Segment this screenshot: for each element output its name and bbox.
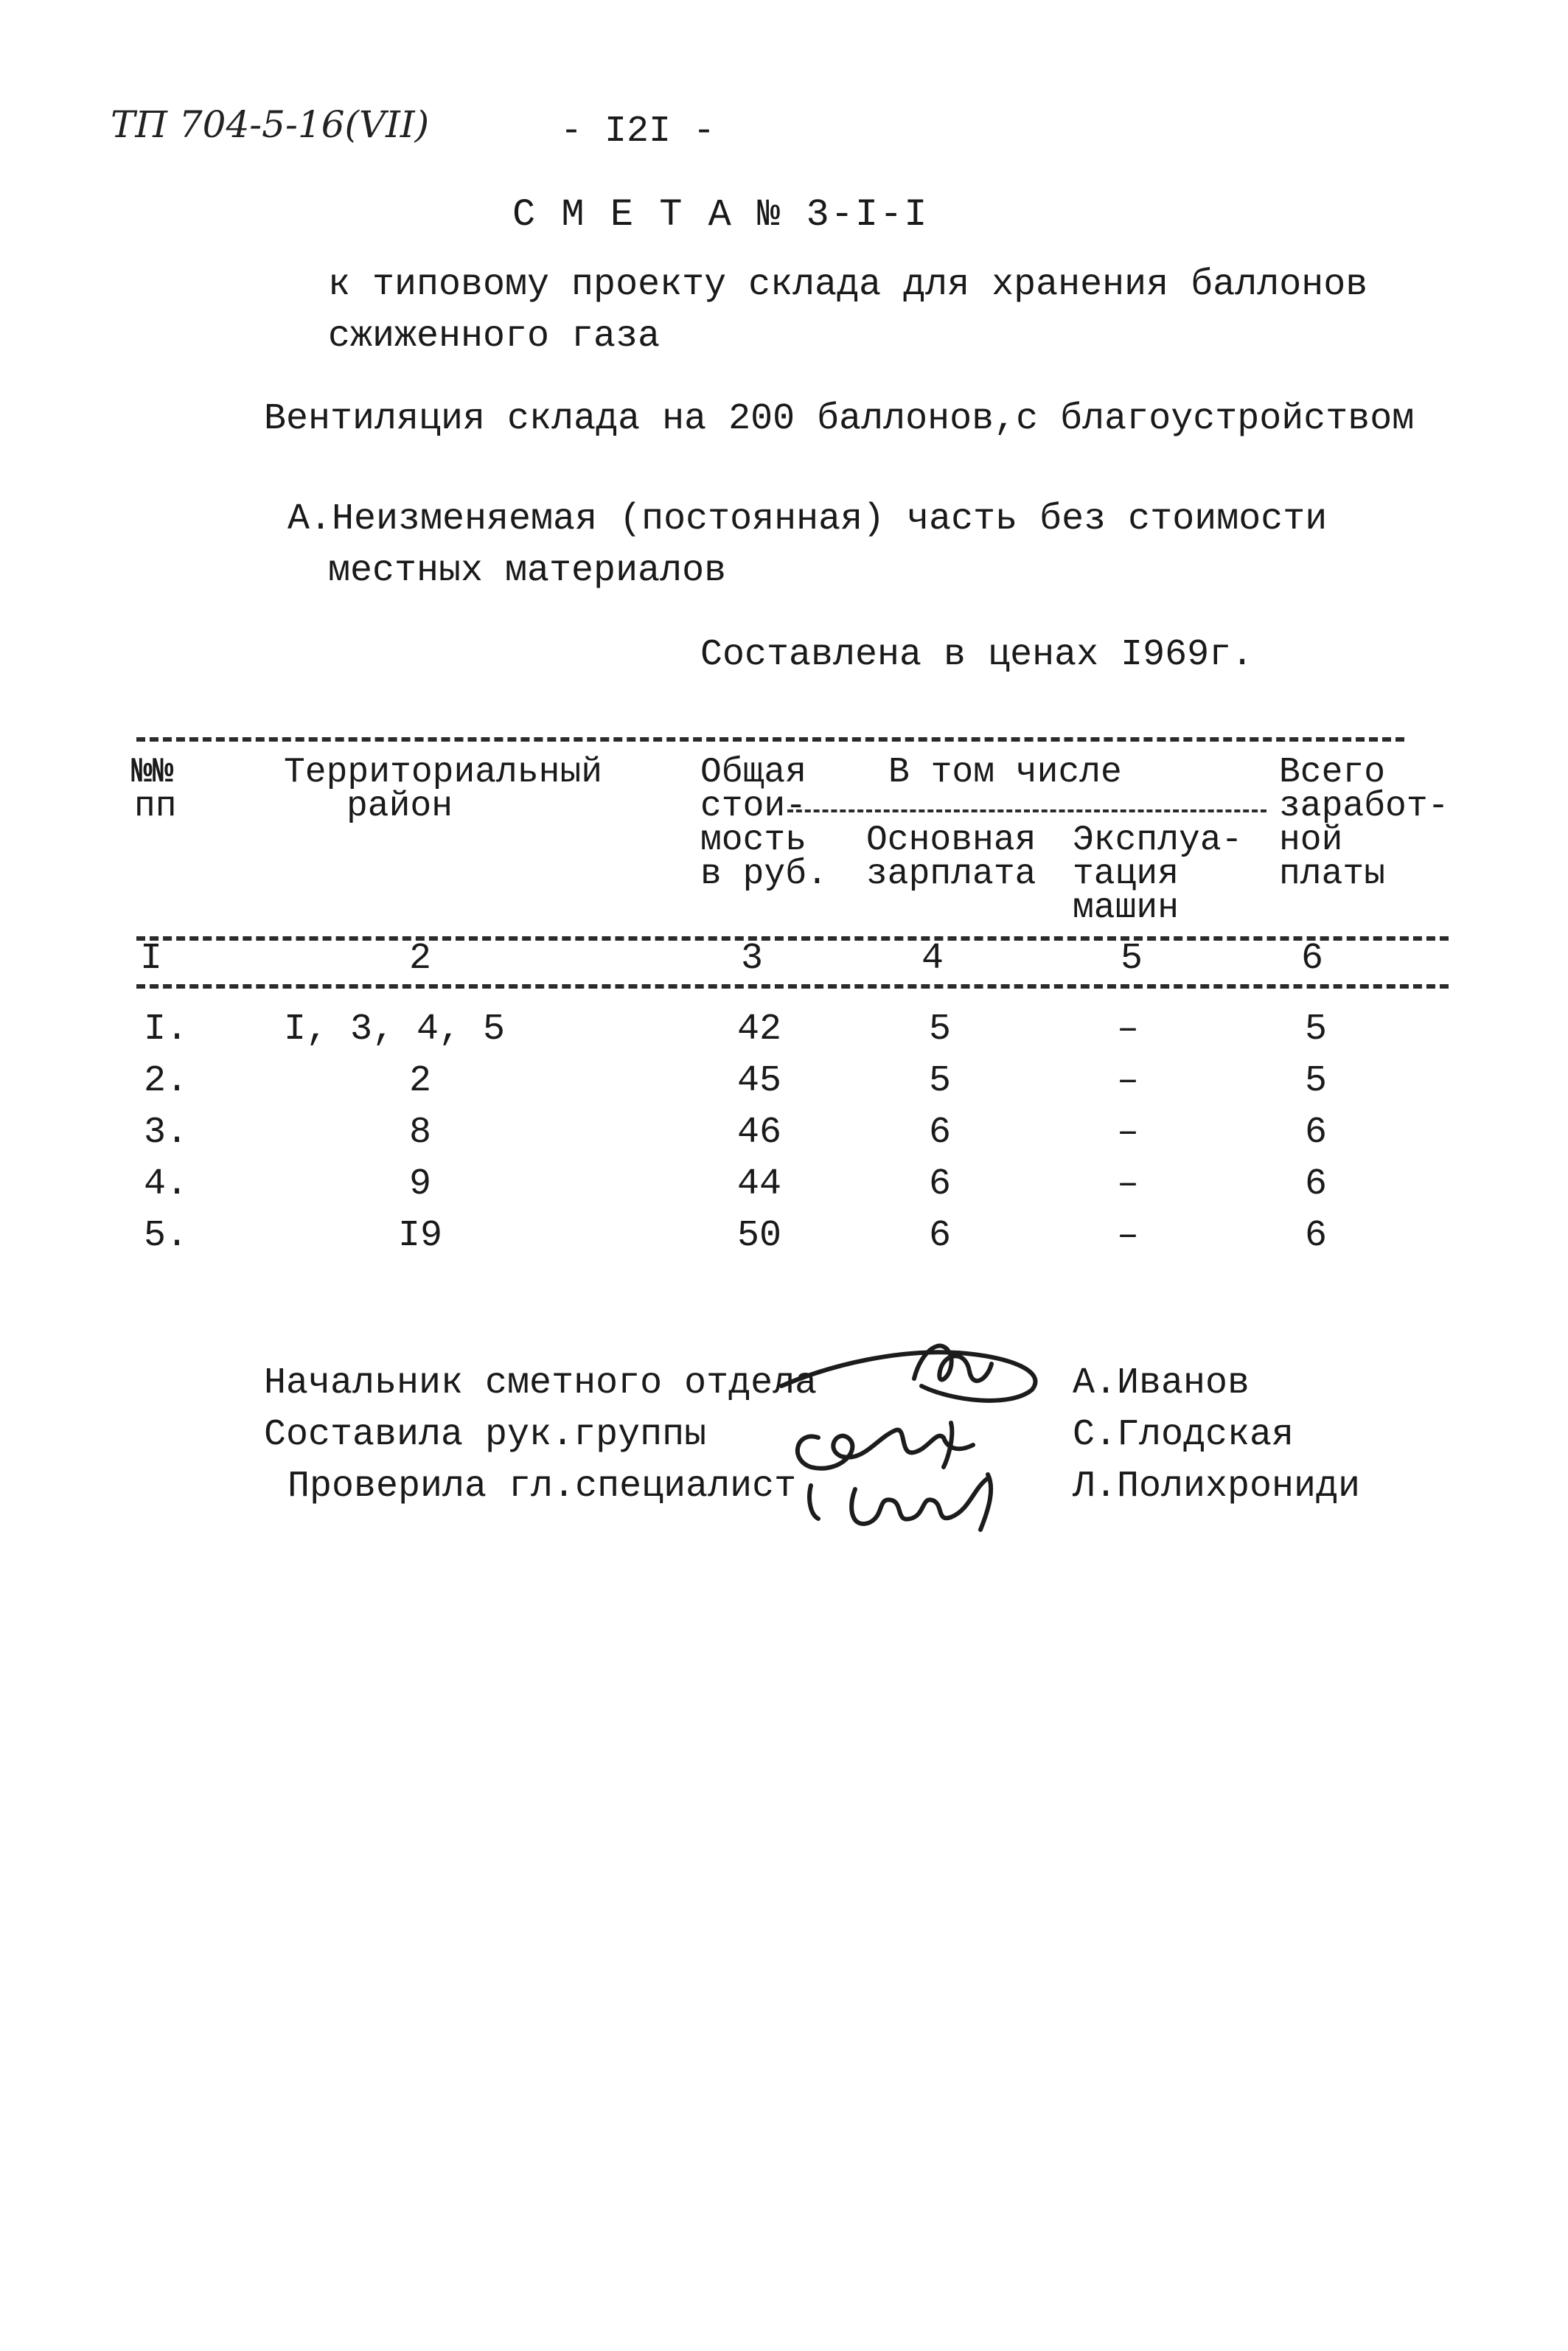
- row-region: 8: [408, 1112, 431, 1154]
- row-region: 2: [408, 1060, 431, 1102]
- header-num-1: №№: [131, 753, 174, 793]
- row-total: 44: [736, 1163, 781, 1205]
- row-wage: 6: [928, 1215, 951, 1257]
- row-wage: 6: [928, 1163, 951, 1205]
- part-line-1: А.Неизменяемая (постоянная) часть без стоимости: [288, 498, 1328, 540]
- header-including: В том числе: [888, 753, 1122, 793]
- row-machines: –: [1116, 1215, 1139, 1257]
- signature-role-1: Начальник сметного отдела: [264, 1362, 818, 1404]
- row-number: 3.: [144, 1112, 189, 1154]
- row-total: 46: [736, 1112, 781, 1154]
- row-machines: –: [1116, 1163, 1139, 1205]
- header-split-rule: [787, 809, 1266, 812]
- header-allwage-3: ной: [1279, 821, 1343, 860]
- header-region-1: Территориальный: [284, 753, 603, 793]
- column-numbers-rule: [136, 984, 1449, 989]
- header-region-2: район: [346, 787, 453, 826]
- row-machines: –: [1116, 1060, 1139, 1102]
- subtitle-line-1: к типовому проекту склада для хранения баллонов: [328, 264, 1368, 306]
- header-wage-1: Основная: [866, 821, 1036, 860]
- row-total: 42: [736, 1009, 781, 1051]
- row-region: I9: [397, 1215, 442, 1257]
- document-code: ТП 704-5-16(VII): [111, 103, 430, 146]
- header-total-4: в руб.: [700, 854, 828, 894]
- row-machines: –: [1116, 1112, 1139, 1154]
- prices-note: Составлена в ценах I969г.: [700, 634, 1254, 676]
- row-wage: 5: [928, 1060, 951, 1102]
- row-region: 9: [408, 1163, 431, 1205]
- section-title: Вентиляция склада на 200 баллонов,с благоустройством: [264, 398, 1415, 440]
- row-all-wage: 6: [1304, 1163, 1327, 1205]
- handwritten-signatures: [767, 1320, 1069, 1541]
- row-number: 5.: [144, 1215, 189, 1257]
- subtitle-line-2: сжиженного газа: [328, 316, 661, 358]
- signature-name-1: А.Иванов: [1073, 1362, 1250, 1404]
- signature-name-3: Л.Полихрониди: [1073, 1466, 1361, 1508]
- row-wage: 5: [928, 1009, 951, 1051]
- signature-role-2: Составила рук.группы: [264, 1414, 707, 1456]
- header-machines-3: машин: [1073, 888, 1180, 928]
- row-total: 45: [736, 1060, 781, 1102]
- header-allwage-2: заработ-: [1279, 787, 1449, 826]
- row-number: 2.: [144, 1060, 189, 1102]
- part-line-2: местных материалов: [328, 550, 727, 592]
- col-number-5: 5: [1120, 938, 1143, 980]
- row-number: I.: [144, 1009, 189, 1051]
- row-all-wage: 5: [1304, 1060, 1327, 1102]
- col-number-3: 3: [740, 938, 763, 980]
- header-machines-2: тация: [1073, 854, 1180, 894]
- header-total-3: мость: [700, 821, 807, 860]
- header-machines-1: Эксплуа-: [1073, 821, 1243, 860]
- row-all-wage: 6: [1304, 1112, 1327, 1154]
- signature-role-3: Проверила гл.специалист: [288, 1466, 797, 1508]
- header-allwage-4: платы: [1279, 854, 1386, 894]
- col-number-2: 2: [408, 938, 431, 980]
- document-title: С М Е Т А № 3-I-I: [512, 193, 929, 237]
- header-total-2: стои-: [700, 787, 807, 826]
- row-all-wage: 5: [1304, 1009, 1327, 1051]
- row-machines: –: [1116, 1009, 1139, 1051]
- col-number-1: I: [139, 938, 162, 980]
- header-allwage-1: Всего: [1279, 753, 1386, 793]
- col-number-6: 6: [1300, 938, 1323, 980]
- header-total-1: Общая: [700, 753, 807, 793]
- signature-name-2: С.Глодская: [1073, 1414, 1295, 1456]
- header-wage-2: зарплата: [866, 854, 1036, 894]
- row-all-wage: 6: [1304, 1215, 1327, 1257]
- col-number-4: 4: [921, 938, 944, 980]
- header-num-2: пп: [134, 787, 177, 826]
- row-number: 4.: [144, 1163, 189, 1205]
- row-wage: 6: [928, 1112, 951, 1154]
- row-region: I, 3, 4, 5: [284, 1009, 506, 1051]
- row-total: 50: [736, 1215, 781, 1257]
- table-top-rule: [136, 737, 1404, 742]
- page-number: - I2I -: [560, 111, 716, 153]
